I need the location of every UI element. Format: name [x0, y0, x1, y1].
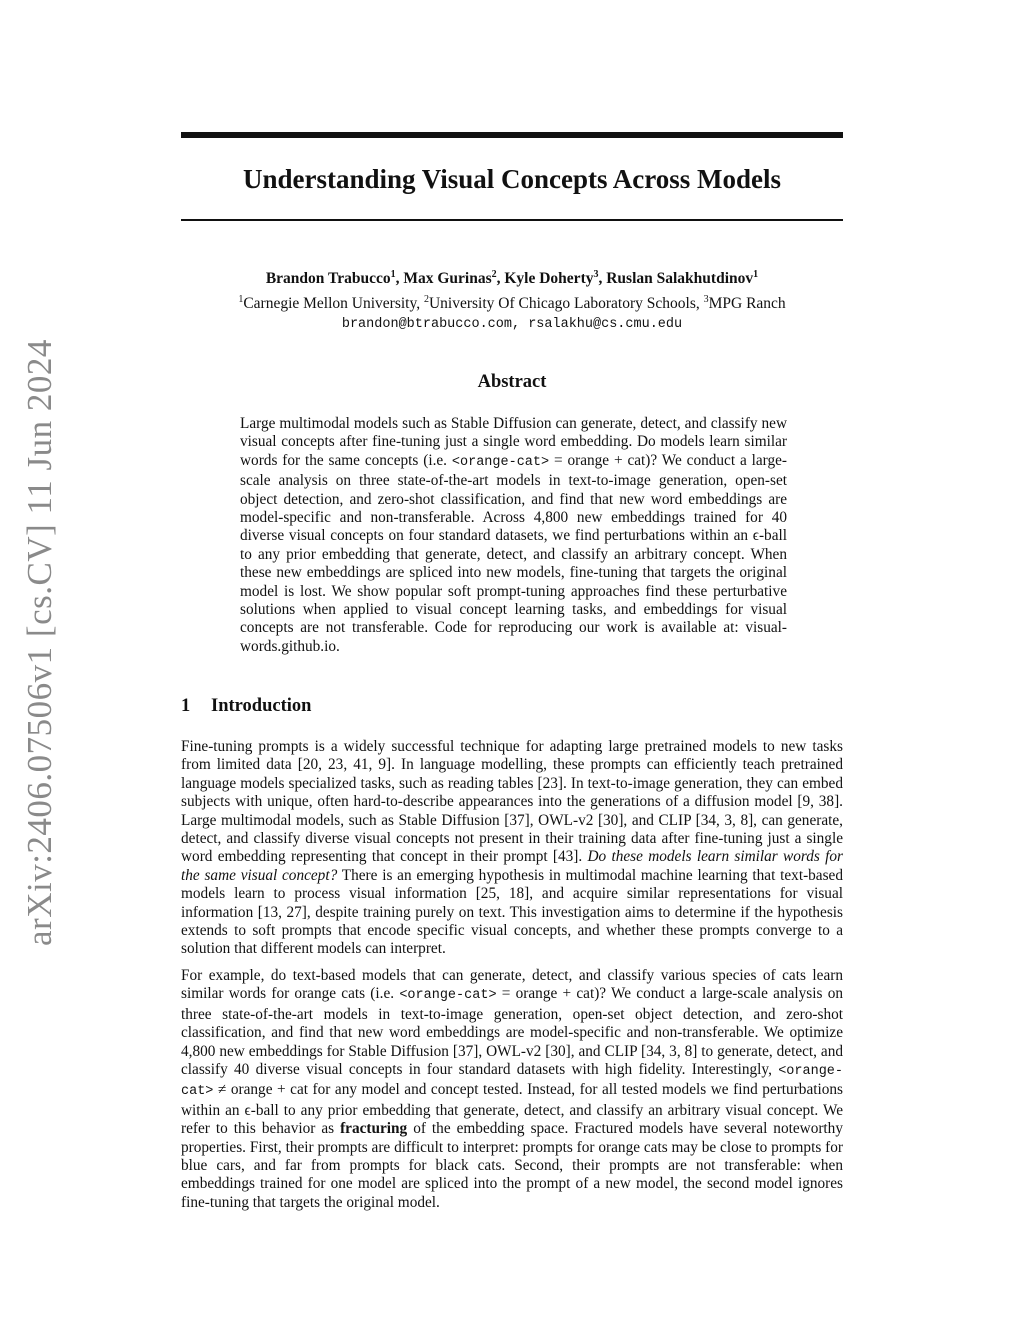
author-emails: brandon@btrabucco.com, rsalakhu@cs.cmu.edu	[341, 317, 683, 333]
affiliation-marker: 3	[703, 294, 709, 306]
affiliations: $^1$Carnegie Mellon University, $^2$University Of Chicago Laboratory Schools, $^3$MPG Ranch	[238, 294, 786, 313]
author-name: Kyle Doherty	[504, 270, 594, 288]
author-name: Ruslan Salakhutdinov	[606, 270, 754, 288]
abstract-heading: Abstract	[477, 372, 547, 392]
affiliation-name: Carnegie Mellon University	[243, 295, 417, 313]
paragraph-text: There is an emerging hypothesis in multimodal machine learning that text-based models learn to process visual information [25, 18], and acquire similar representations for visual information [13, 27], despite training purely on text. This investigation aims to determine if the hypothesis extends to soft prompts that encode specific visual concepts, and whether these prompts converge to a solution that different models can interpret.	[181, 866, 843, 958]
paragraph-italic: Do these models learn similar words for the same visual concept?	[181, 848, 843, 884]
affiliation-marker: 3	[593, 269, 599, 280]
paragraph-text: ≠ orange + cat for any model and concept tested. Instead, for all tested models we find perturbations within an ϵ-ball to any prior embedding that generate, detect, and classify an arbitrary visual concept. We refer to this behavior as	[181, 1081, 843, 1138]
section-number: 1	[181, 696, 191, 716]
section-title: Introduction	[211, 696, 312, 716]
abstract-text: Large multimodal models such as Stable Diffusion can generate, detect, and classify new visual concepts after fine-tuning just a single word embedding. Do models learn similar words for the same concepts (i.e.	[240, 415, 787, 469]
intro-paragraph-1	[181, 738, 843, 959]
paragraph-token: <orange-cat>	[181, 1064, 843, 1100]
affiliation-marker: 2	[491, 269, 497, 280]
affiliation-marker: 1	[753, 269, 759, 280]
title-bottom-rule	[181, 219, 843, 221]
paragraph-text: For example, do text-based models that can generate, detect, and classify various species of cats learn similar words for orange cats (i.e.	[181, 967, 843, 1003]
abstract-token: <orange-cat>	[451, 454, 550, 470]
intro-paragraph-2	[181, 967, 843, 1212]
paragraph-text: Fine-tuning prompts is a widely successful technique for adapting large pretrained models to new tasks from limited data [20, 23, 41, 9]. In language modelling, these prompts can efficiently teach pretrained language models specialized tasks, such as reading tables [23]. In text-to-image generation, they can embed subjects with unique, often hard-to-describe appearances into the generations of a diffusion model [9, 38]. Large multimodal models, such as Stable Diffusion [37], OWL-v2 [30], and CLIP [34, 3, 8], can generate, detect, and classify diverse visual concepts not present in their training data after fine-tuning just a single word embedding representing that concept in their prompt [43].	[181, 738, 843, 866]
paragraph-token: <orange-cat>	[399, 988, 497, 1004]
affiliation-name: MPG Ranch	[708, 295, 786, 313]
paragraph-bold: fracturing	[340, 1120, 408, 1138]
abstract-text: = orange + cat)? We conduct a large-scale analysis on three state-of-the-art models in text-to-image generation, open-set object detection, and zero-shot classification, and find that new word embeddings are model-specific and non-transferable. Across 4,800 new embeddings trained for 40 diverse visual concepts on four standard datasets, we find perturbations within an ϵ-ball to any prior embedding that generate, detect, and classify an arbitrary concept. When these new embeddings are spliced into new models, fine-tuning that targets the original model is lost. We show popular soft prompt-tuning approaches find these perturbative solutions when applied to visual concept learning tasks, and embeddings for visual concepts are not transferable. Code for reproducing our work is available at: visual-words.github.io.	[240, 451, 787, 655]
affiliation-marker: 1	[390, 269, 396, 280]
affiliation-name: University Of Chicago Laboratory Schools	[428, 295, 696, 313]
paragraph-text: of the embedding space. Fractured models have several noteworthy properties. First, their prompts are difficult to interpret: prompts for orange cats may be close to prompts for blue cars, and far from prompts for black cats. Second, their prompts are not transferable: when embeddings trained for one model are spliced into the prompt of a new model, the second model ignores fine-tuning that targets the original model.	[181, 1120, 843, 1211]
section-heading-introduction	[181, 694, 311, 718]
affiliation-marker: 2	[423, 294, 429, 306]
affiliation-marker: 1	[238, 294, 244, 306]
paragraph-text: = orange + cat)? We conduct a large-scale analysis on three state-of-the-art models in text-to-image generation, open-set object detection, and zero-shot classification, and find that new word embeddings are model-specific and non-transferable. We optimize 4,800 new embeddings for Stable Diffusion [37], OWL-v2 [30], and CLIP [34, 3, 8] to generate, detect, and classify 40 diverse visual concepts in four standard datasets with high fidelity. Interestingly,	[181, 985, 843, 1079]
paper-title: Understanding Visual Concepts Across Models	[242, 164, 782, 194]
author-name: Brandon Trabucco	[265, 270, 391, 288]
abstract-body	[240, 415, 787, 656]
author-block	[150, 264, 874, 335]
author-names: Brandon Trabucco$^1$, Max Gurinas$^2$, Kyle Doherty$^3$, Ruslan Salakhutdinov$^1$	[265, 269, 759, 288]
title-top-rule	[181, 132, 843, 138]
author-name: Max Gurinas	[403, 270, 492, 288]
arxiv-sidebar-stamp: arXiv:2406.07506v1 [cs.CV] 11 Jun 2024	[20, 339, 59, 946]
